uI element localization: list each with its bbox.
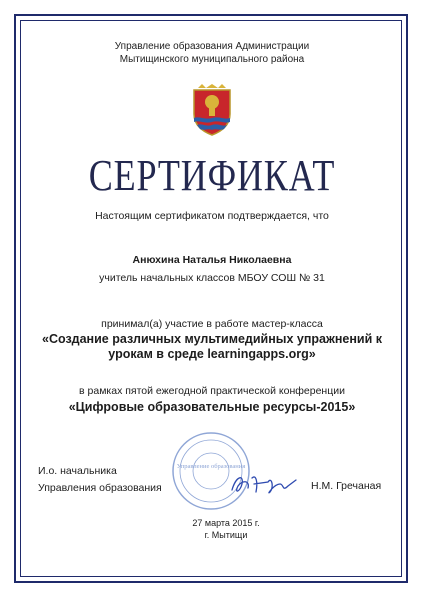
issuer-line-2: Мытищинского муниципального района: [119, 54, 305, 65]
participation-text: принимал(а) участие в работе мастер-класса: [101, 318, 323, 330]
issue-date: 27 марта 2015 г.: [192, 518, 260, 528]
recipient-name: Анюхина Наталья Николаевна: [132, 254, 292, 266]
event-title: [0, 332, 424, 362]
signatory-name: Н.М. Гречаная: [311, 480, 382, 492]
handwritten-signature: [228, 470, 300, 500]
event-title-line-1: «Создание различных мультимедийных упражнений к: [42, 332, 382, 346]
certificate-title: СЕРТИФИКАТ: [88, 151, 336, 200]
issuer-line-1: Управление образования Администрации: [114, 41, 310, 52]
recipient-role: учитель начальных классов МБОУ СОШ № 31: [99, 272, 325, 284]
coat-of-arms-icon: [190, 84, 234, 136]
issuer-header: [0, 40, 424, 66]
signatory-role-line-1: И.о. начальника: [38, 465, 117, 477]
stamp-text: Управление образования: [176, 463, 246, 470]
confirmation-text: Настоящим сертификатом подтверждается, что: [95, 210, 329, 222]
event-title-line-2: урокам в среде learningapps.org»: [108, 347, 316, 361]
conference-title: «Цифровые образовательные ресурсы-2015»: [68, 400, 356, 414]
signatory-role: [38, 463, 162, 497]
issue-city: г. Мытищи: [204, 530, 248, 540]
conference-intro: в рамках пятой ежегодной практической конференции: [79, 385, 345, 397]
signatory-role-line-2: Управления образования: [38, 482, 162, 494]
